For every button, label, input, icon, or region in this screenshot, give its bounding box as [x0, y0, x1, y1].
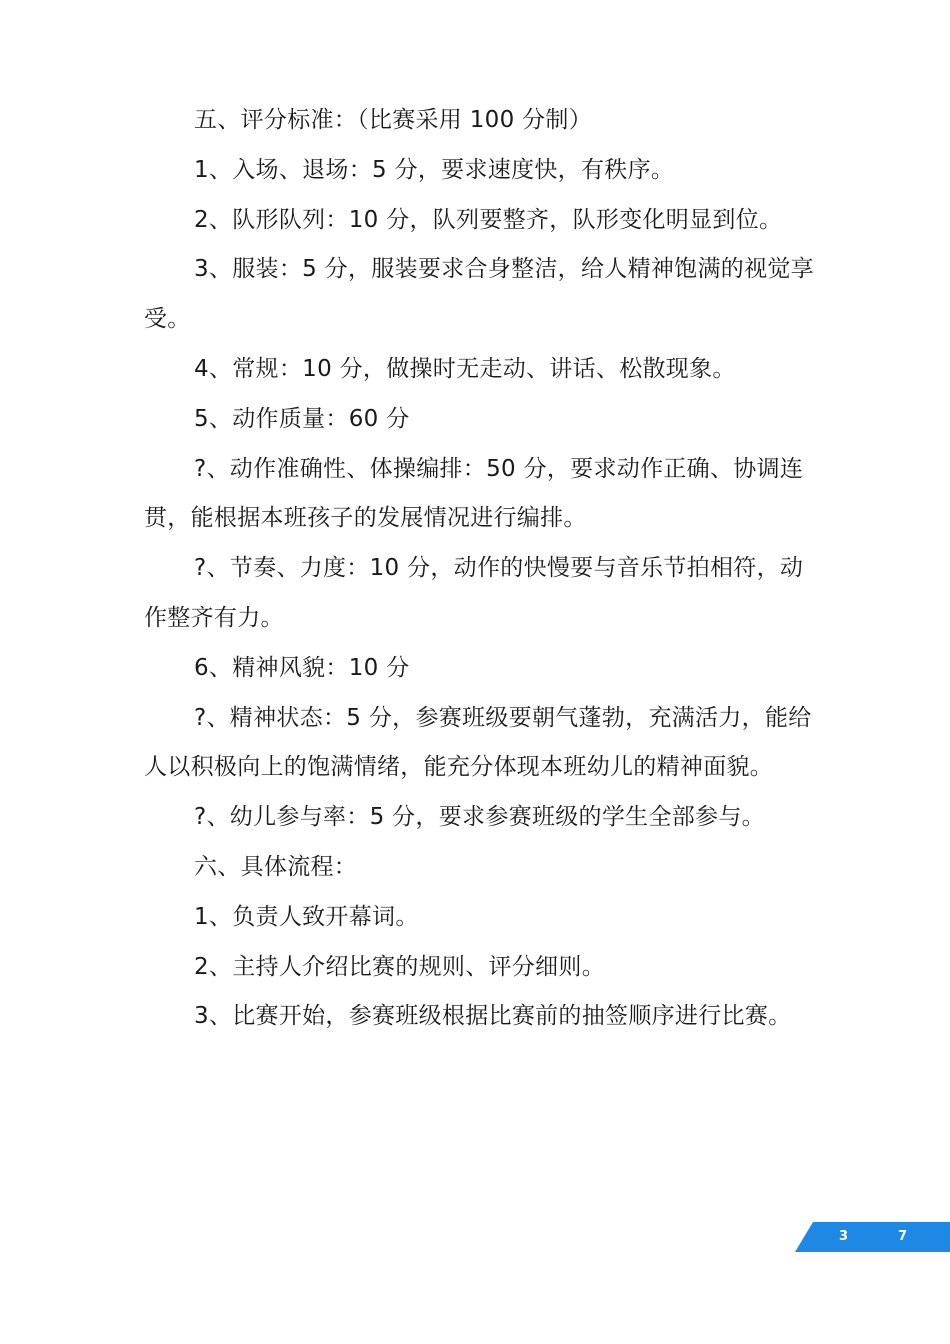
paragraph-scoring-standard: 五、评分标准：（比赛采用 100 分制）	[194, 107, 593, 133]
paragraph-spirit: 6、精神风貌：10 分	[194, 654, 410, 681]
paragraph-formation: 2、队形队列：10 分，队列要整齐，队形变化明显到位。	[194, 206, 783, 233]
paragraph-procedure-heading: 六、具体流程：	[194, 853, 358, 880]
paragraph-opening-speech: 1、负责人致开幕词。	[194, 903, 419, 930]
paragraph-costume: 3、服装：5 分，服装要求合身整洁，给人精神饱满的视觉享受。	[144, 256, 814, 333]
paragraph-routine: 4、常规：10 分，做操时无走动、讲话、松散现象。	[194, 355, 736, 382]
paragraph-entry-exit: 1、入场、退场：5 分，要求速度快，有秩序。	[194, 156, 675, 183]
paragraph-competition-start: 3、比赛开始，参赛班级根据比赛前的抽签顺序进行比赛。	[194, 1003, 792, 1030]
page-indicator-background	[795, 1222, 950, 1252]
paragraph-participation: ?、幼儿参与率：5 分，要求参赛班级的学生全部参与。	[194, 804, 765, 831]
document-body	[144, 96, 814, 1042]
page-number-current: 3	[839, 1229, 849, 1244]
page-indicator	[795, 1222, 950, 1252]
paragraph-rhythm: ?、节奏、力度：10 分，动作的快慢要与音乐节拍相符，动作整齐有力。	[144, 555, 804, 631]
paragraph-movement-quality: 5、动作质量：60 分	[194, 405, 410, 432]
page-number-total: 7	[898, 1229, 908, 1244]
paragraph-rules-intro: 2、主持人介绍比赛的规则、评分细则。	[194, 953, 606, 980]
paragraph-accuracy: ?、动作准确性、体操编排：50 分，要求动作正确、协调连贯，能根据本班孩子的发展情况进行编排。	[144, 455, 804, 532]
paragraph-mental-state: ?、精神状态：5 分，参赛班级要朝气蓬勃，充满活力，能给人以积极向上的饱满情绪，能充分体现本班幼儿的精神面貌。	[144, 704, 812, 781]
